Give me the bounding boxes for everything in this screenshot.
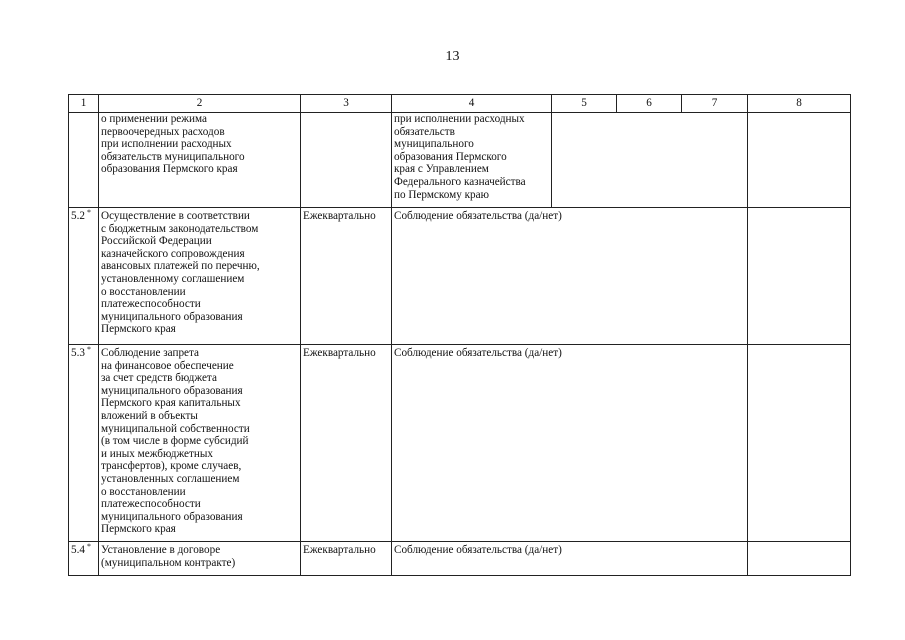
header-cell-8: 8 <box>748 95 851 113</box>
footnote-mark: * <box>86 345 91 354</box>
row-number <box>69 345 99 542</box>
row-description: Осуществление в соответствии с бюджетным законодательством Российской Федерации казначейского сопровождения авансовых платежей по перечню, установленному соглашением о восстановлении платежеспособности муниципального образования Пермского края <box>99 208 301 345</box>
header-cell-6: 6 <box>617 95 682 113</box>
table-row <box>69 113 851 208</box>
header-cell-5: 5 <box>552 95 617 113</box>
table-row <box>69 542 851 576</box>
row-periodicity: Ежеквартально <box>301 208 392 345</box>
table-header-row <box>69 95 851 113</box>
row-col8 <box>748 208 851 345</box>
header-cell-3: 3 <box>301 95 392 113</box>
row-number <box>69 542 99 576</box>
row-indicator: Соблюдение обязательства (да/нет) <box>392 208 748 345</box>
indicators-table <box>68 94 851 576</box>
row-periodicity <box>301 113 392 208</box>
header-cell-7: 7 <box>682 95 748 113</box>
row-indicator: Соблюдение обязательства (да/нет) <box>392 345 748 542</box>
footnote-mark: * <box>86 542 91 551</box>
row-number-text: 5.3 <box>71 347 85 359</box>
row-description: о применении режима первоочередных расходов при исполнении расходных обязательств муниципального образования Пермского края <box>99 113 301 208</box>
row-periodicity: Ежеквартально <box>301 345 392 542</box>
row-indicator: при исполнении расходных обязательств муниципального образования Пермского края с Управлением Федерального казначейства по Пермскому краю <box>392 113 552 208</box>
row-values-merged <box>552 113 748 208</box>
header-cell-1: 1 <box>69 95 99 113</box>
header-cell-2: 2 <box>99 95 301 113</box>
row-number-text: 5.2 <box>71 210 85 222</box>
row-number <box>69 208 99 345</box>
row-col8 <box>748 345 851 542</box>
row-col8 <box>748 113 851 208</box>
footnote-mark: * <box>86 208 91 217</box>
table-row <box>69 345 851 542</box>
header-cell-4: 4 <box>392 95 552 113</box>
row-description: Соблюдение запрета на финансовое обеспечение за счет средств бюджета муниципального образования Пермского края капитальных вложений в объекты муниципальной собственности (в том числе в форме субсидий и иных межбюджетных трансфертов), кроме случаев, установленных соглашением о восстановлении платежеспособности муниципального образования Пермского края <box>99 345 301 542</box>
row-periodicity: Ежеквартально <box>301 542 392 576</box>
row-col8 <box>748 542 851 576</box>
table-row <box>69 208 851 345</box>
row-indicator: Соблюдение обязательства (да/нет) <box>392 542 748 576</box>
row-description: Установление в договоре (муниципальном контракте) <box>99 542 301 576</box>
row-number <box>69 113 99 208</box>
row-number-text: 5.4 <box>71 544 85 556</box>
page-number: 13 <box>445 49 460 64</box>
